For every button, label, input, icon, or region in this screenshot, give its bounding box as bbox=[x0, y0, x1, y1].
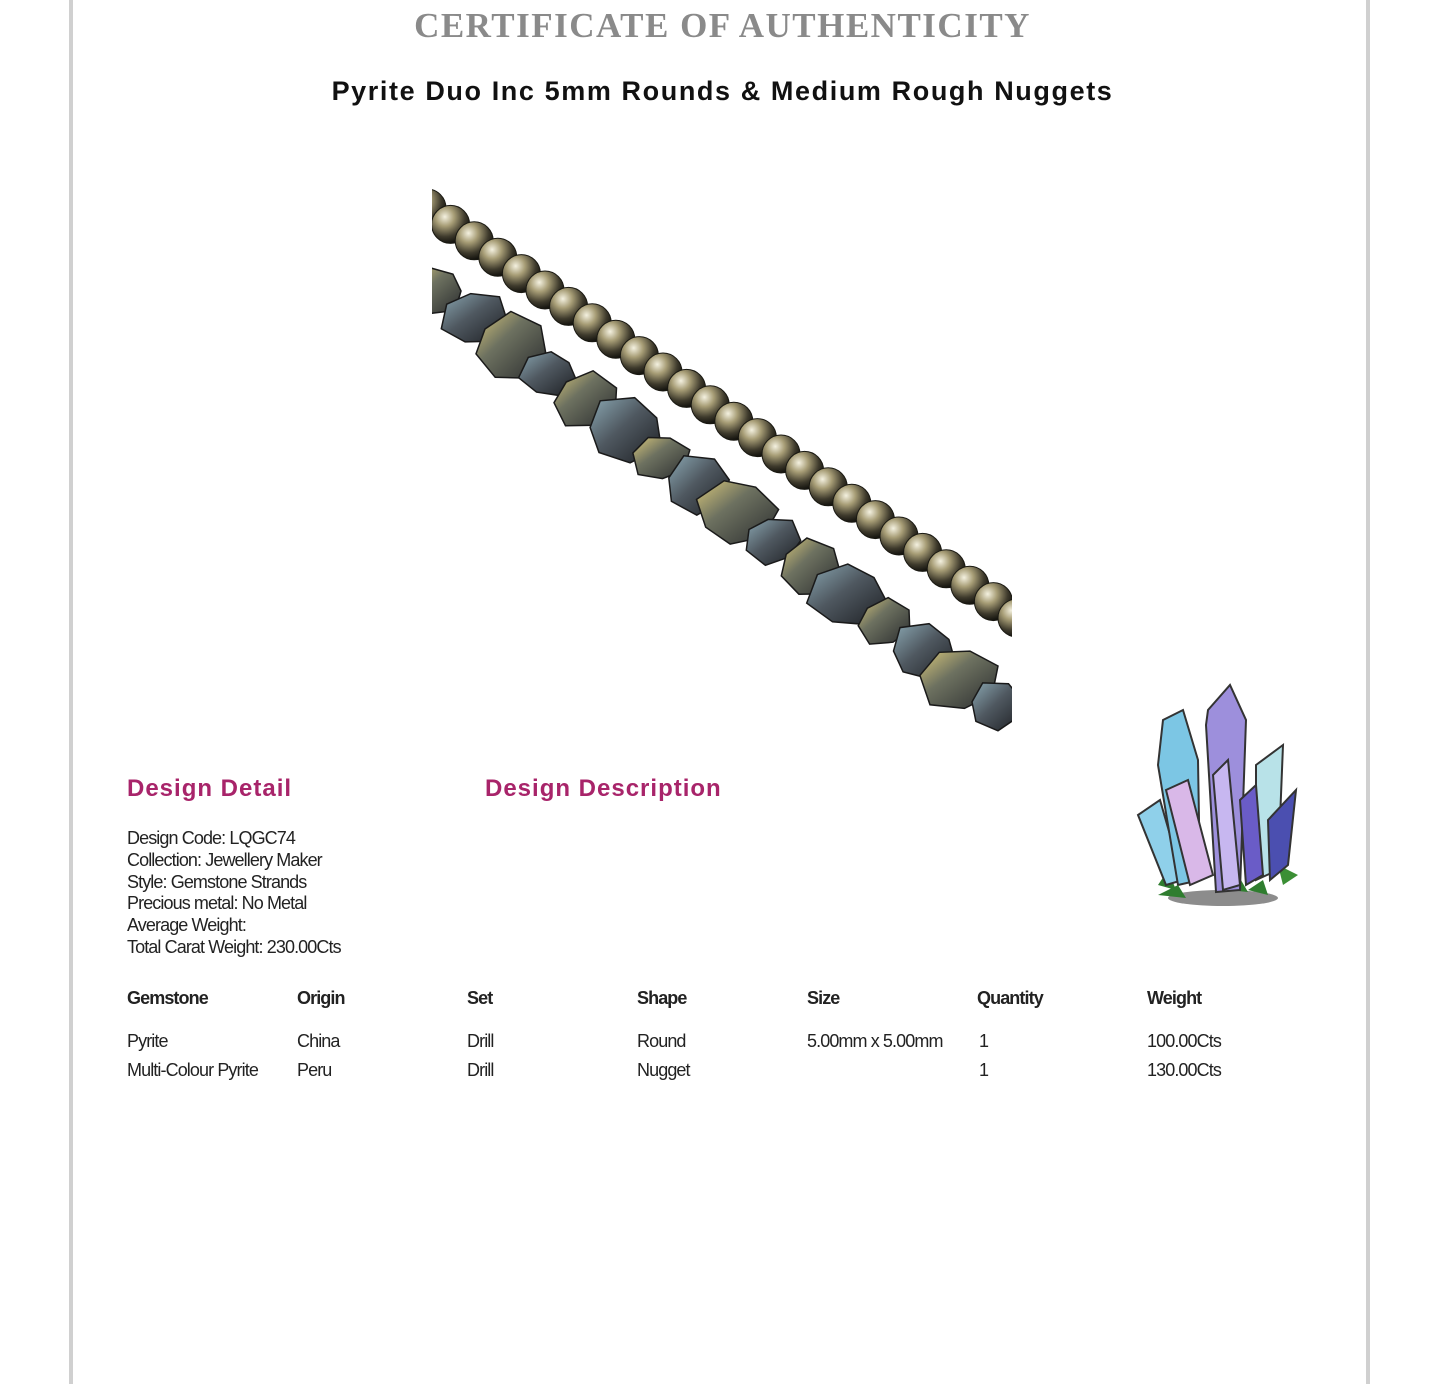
cell-size: 5.00mm x 5.00mm bbox=[807, 1031, 943, 1051]
average-weight: Average Weight: bbox=[127, 915, 246, 936]
cell-shape: Nugget bbox=[637, 1060, 690, 1080]
page-border-left bbox=[69, 0, 73, 1384]
design-detail-heading: Design Detail bbox=[127, 775, 293, 802]
header-set: Set bbox=[467, 988, 493, 1008]
header-gemstone: Gemstone bbox=[127, 988, 208, 1008]
cell-origin: Peru bbox=[297, 1060, 332, 1080]
cell-weight: 130.00Cts bbox=[1147, 1060, 1221, 1080]
crystal-cluster-icon bbox=[1128, 680, 1308, 915]
cell-origin: China bbox=[297, 1031, 340, 1051]
collection: Collection: Jewellery Maker bbox=[127, 849, 322, 870]
style: Style: Gemstone Strands bbox=[127, 871, 307, 892]
design-detail-list bbox=[127, 828, 341, 959]
cell-quantity: 1 bbox=[979, 1031, 989, 1051]
page-border-right bbox=[1366, 0, 1370, 1384]
nugget-bead bbox=[972, 683, 1012, 731]
header-weight: Weight bbox=[1147, 988, 1202, 1008]
cell-weight: 100.00Cts bbox=[1147, 1031, 1221, 1051]
design-description-heading: Design Description bbox=[485, 775, 722, 802]
design-code: Design Code: LQGC74 bbox=[127, 828, 295, 848]
header-quantity: Quantity bbox=[977, 988, 1043, 1008]
product-title: Pyrite Duo Inc 5mm Rounds & Medium Rough Nuggets bbox=[331, 76, 1114, 106]
header-size: Size bbox=[807, 988, 840, 1008]
cell-set: Drill bbox=[467, 1031, 494, 1051]
cell-gemstone: Pyrite bbox=[127, 1031, 168, 1051]
cell-quantity: 1 bbox=[979, 1060, 989, 1080]
header-shape: Shape bbox=[637, 988, 687, 1008]
certificate-heading: CERTIFICATE OF AUTHENTICITY bbox=[414, 6, 1031, 45]
cell-set: Drill bbox=[467, 1060, 494, 1080]
total-carat-weight: Total Carat Weight: 230.00Cts bbox=[127, 936, 341, 957]
cell-shape: Round bbox=[637, 1031, 686, 1051]
header-origin: Origin bbox=[297, 988, 345, 1008]
cell-gemstone: Multi-Colour Pyrite bbox=[127, 1060, 258, 1080]
precious-metal: Precious metal: No Metal bbox=[127, 893, 307, 914]
product-photo bbox=[432, 186, 1012, 746]
